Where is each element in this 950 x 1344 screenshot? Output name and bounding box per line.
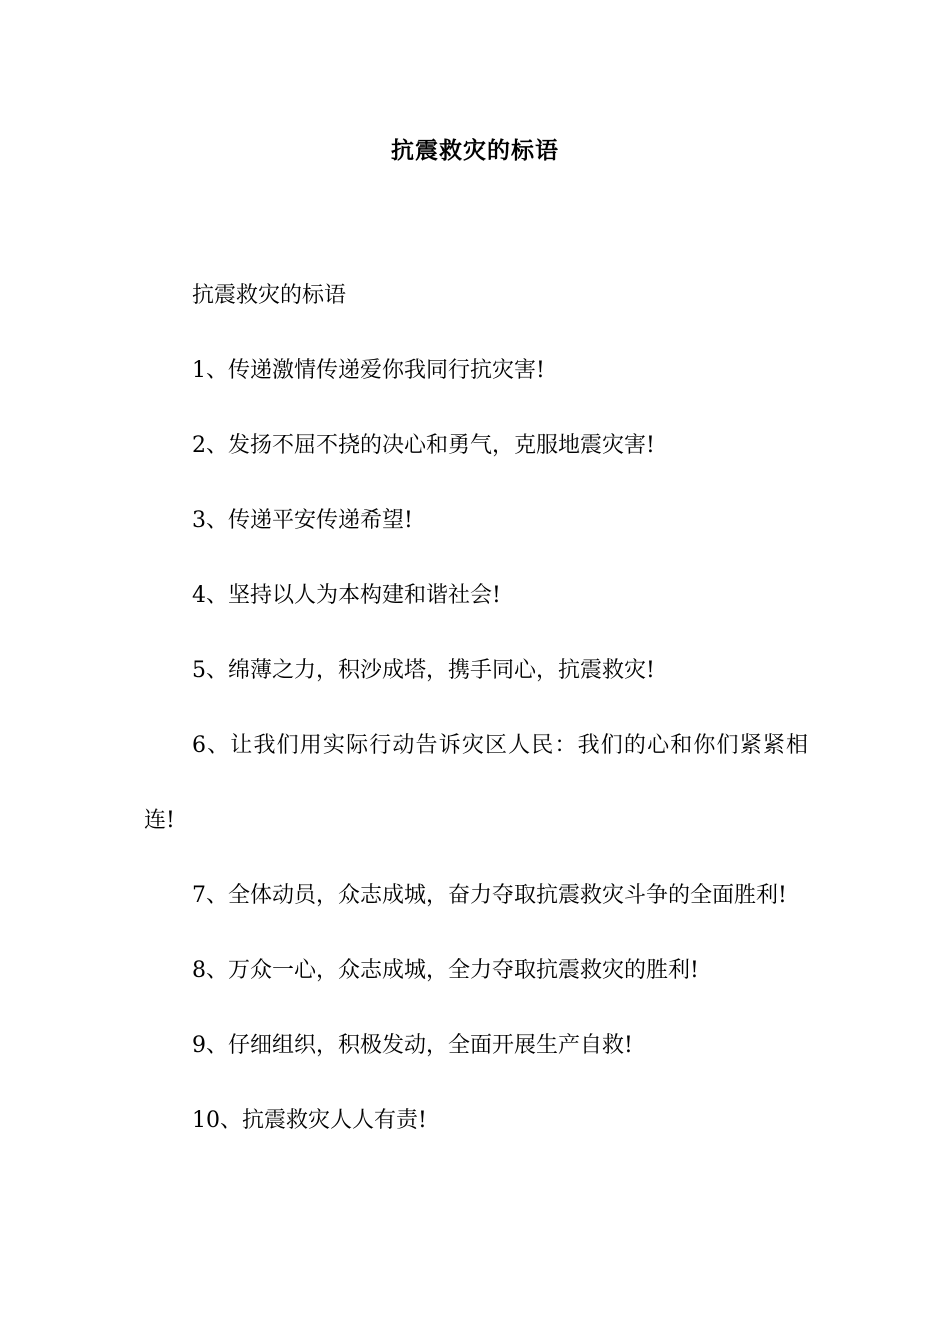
slogan-2: 2、发扬不屈不挠的决心和勇气，克服地震灾害!	[192, 433, 655, 458]
slogan-4: 4、坚持以人为本构建和谐社会!	[192, 583, 501, 608]
slogan-1: 1、传递激情传递爱你我同行抗灾害!	[192, 358, 545, 383]
slogan-9: 9、仔细组织，积极发动，全面开展生产自救!	[192, 1033, 633, 1058]
slogan-5: 5、绵薄之力，积沙成塔，携手同心，抗震救灾!	[192, 658, 655, 683]
slogan-7: 7、全体动员，众志成城，奋力夺取抗震救灾斗争的全面胜利!	[192, 883, 787, 908]
slogan-8: 8、万众一心，众志成城，全力夺取抗震救灾的胜利!	[192, 958, 699, 983]
slogan-6: 6、让我们用实际行动告诉灾区人民：我们的心和你们紧紧相连!	[144, 733, 808, 833]
slogan-3: 3、传递平安传递希望!	[192, 508, 413, 533]
document-body	[144, 258, 808, 1158]
slogan-10: 10、抗震救灾人人有责!	[192, 1108, 427, 1133]
paragraph-heading: 抗震救灾的标语	[192, 283, 347, 308]
document-title: 抗震救灾的标语	[391, 137, 559, 164]
